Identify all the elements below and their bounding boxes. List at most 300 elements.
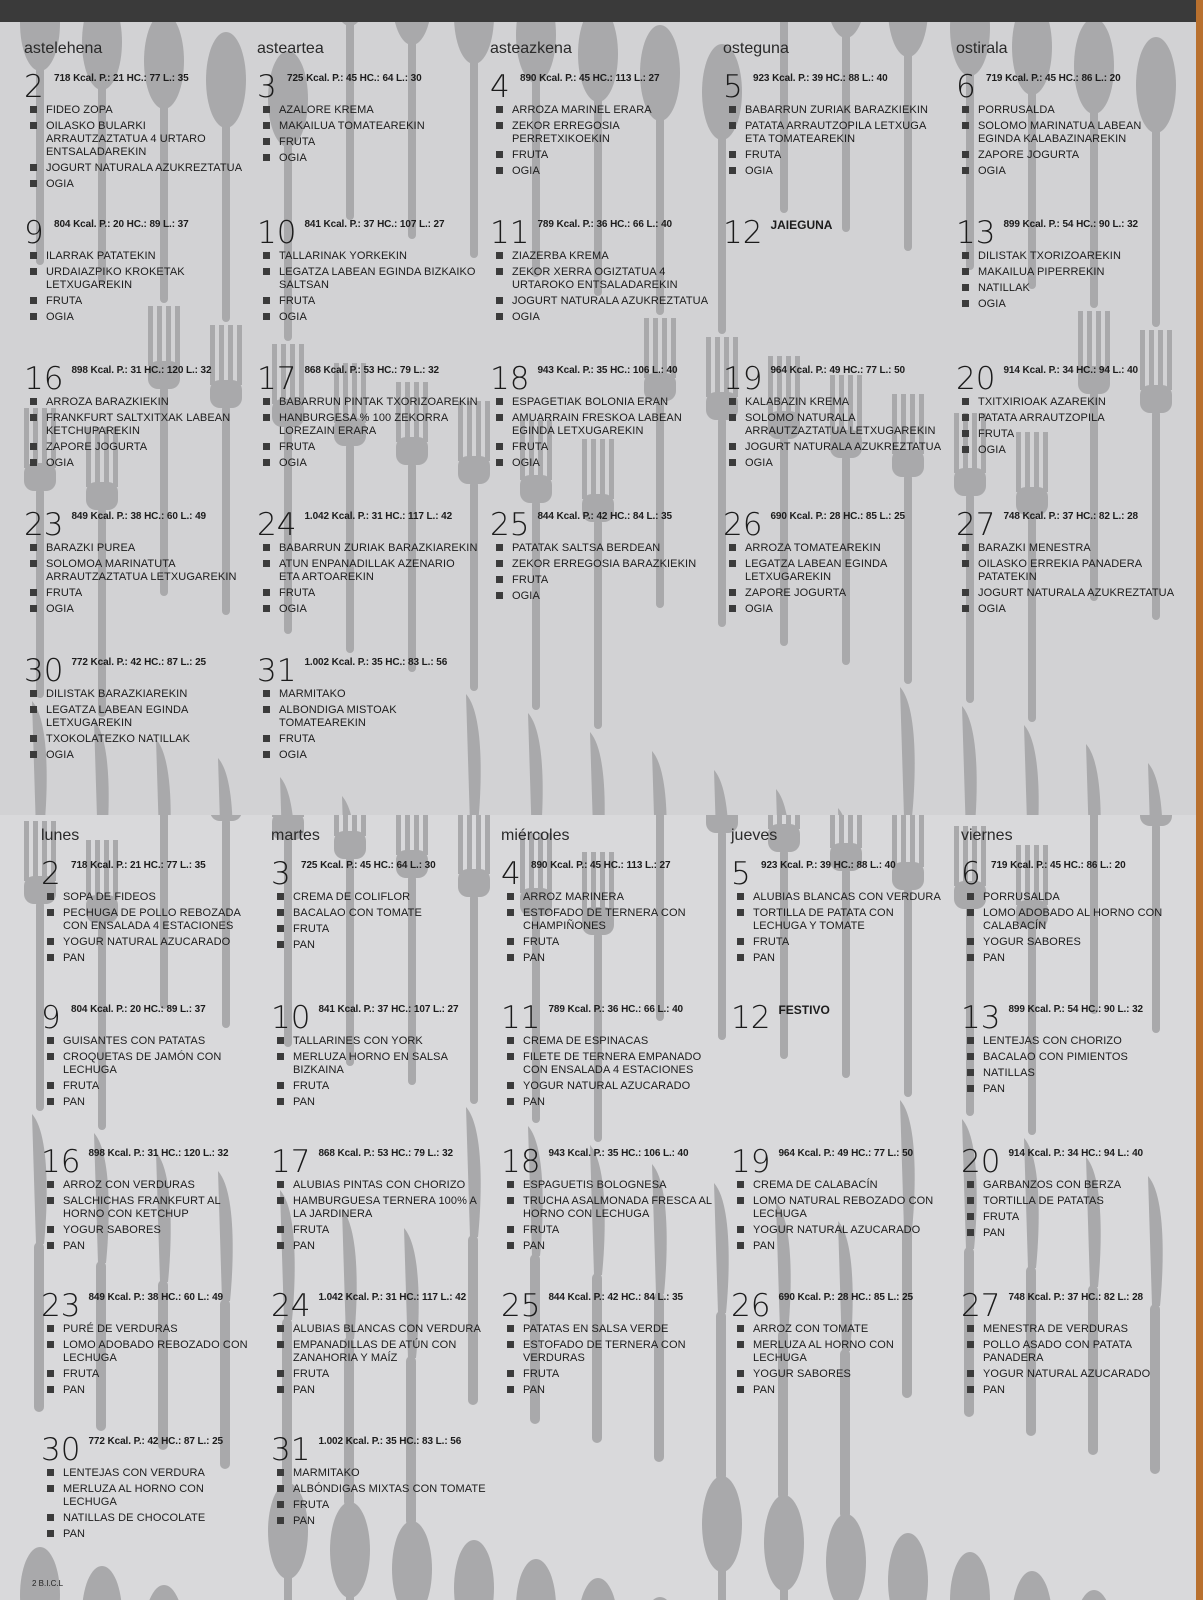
dish-list xyxy=(271,1467,489,1528)
day-cell xyxy=(484,498,717,644)
dish-item: FRUTA xyxy=(961,1211,1179,1224)
dish-item: NATILLAS DE CHOCOLATE xyxy=(41,1512,259,1525)
nutrition-info: 718 Kcal. P.: 21 HC.: 77 L.: 35 xyxy=(54,73,189,84)
basque-menu-grid xyxy=(18,30,1183,790)
dish-item: OGIA xyxy=(956,444,1177,457)
day-cell xyxy=(265,1423,495,1567)
dish-item: OGIA xyxy=(956,603,1177,616)
dish-item: TXOKOLATEZKO NATILLAK xyxy=(24,733,245,746)
day-header xyxy=(490,358,711,397)
day-header xyxy=(257,212,478,251)
day-number: 12 xyxy=(731,1000,771,1036)
day-header xyxy=(257,650,478,689)
dish-item: BABARRUN ZURIAK BARAZKIEKIN xyxy=(723,104,944,117)
spoon-icon xyxy=(578,1578,618,1600)
day-cell xyxy=(251,352,484,498)
dish-item: PAN xyxy=(501,1384,719,1397)
day-number: 2 xyxy=(24,69,44,105)
weekday-header: astelehena xyxy=(24,40,103,57)
dish-item: PAN xyxy=(41,952,259,965)
day-header xyxy=(961,1285,1179,1324)
day-header xyxy=(731,1141,949,1180)
day-number: 6 xyxy=(961,856,981,892)
day-number: 27 xyxy=(961,1288,1001,1324)
dish-item: ESTOFADO DE TERNERA CON VERDURAS xyxy=(501,1339,719,1365)
nutrition-info: 943 Kcal. P.: 35 HC.: 106 L.: 40 xyxy=(537,365,678,376)
day-cell xyxy=(18,206,251,352)
dish-item: FRANKFURT SALTXITXAK LABEAN KETCHUPAREKIN xyxy=(24,412,245,438)
day-cell xyxy=(265,991,495,1135)
nutrition-info: 844 Kcal. P.: 42 HC.: 84 L.: 35 xyxy=(548,1292,684,1303)
dish-list xyxy=(501,891,719,965)
weekday-header: martes xyxy=(271,827,320,844)
dish-list xyxy=(501,1179,719,1253)
page-footer: 2 B.I.C.L xyxy=(32,1579,64,1588)
dish-item: JOGURT NATURALA AZUKREZTATUA xyxy=(956,587,1177,600)
dish-list xyxy=(961,891,1179,965)
dish-list xyxy=(956,104,1177,178)
day-header xyxy=(723,358,944,397)
dish-item: OGIA xyxy=(257,603,478,616)
nutrition-info: 748 Kcal. P.: 37 HC.: 82 L.: 28 xyxy=(1008,1292,1144,1303)
day-header xyxy=(257,66,478,105)
nutrition-info: 1.002 Kcal. P.: 35 HC.: 83 L.: 56 xyxy=(304,657,448,668)
dish-item: PAN xyxy=(961,1083,1179,1096)
spoon-icon xyxy=(1074,1590,1114,1600)
day-header xyxy=(501,997,719,1036)
day-number: 31 xyxy=(271,1432,311,1468)
dish-list xyxy=(257,542,478,616)
day-cell xyxy=(725,847,955,991)
nutrition-info: 690 Kcal. P.: 28 HC.: 85 L.: 25 xyxy=(770,511,906,522)
dish-item: ZAPORE JOGURTA xyxy=(24,441,245,454)
dish-item: SOLOMOA MARINATUTA ARRAUTZAZTATUA LETXUGAREKIN xyxy=(24,558,245,584)
dish-list xyxy=(41,891,259,965)
dish-list xyxy=(41,1035,259,1109)
dish-item: ZEKOR ERREGOSIA PERRETXIKOEKIN xyxy=(490,120,711,146)
dish-list xyxy=(490,250,711,324)
day-cell xyxy=(725,991,955,1135)
dish-list xyxy=(41,1323,259,1397)
nutrition-info: 964 Kcal. P.: 49 HC.: 77 L.: 50 xyxy=(778,1148,914,1159)
weekday-header: jueves xyxy=(731,827,778,844)
dish-list xyxy=(961,1035,1179,1096)
dish-item: PAN xyxy=(41,1384,259,1397)
dish-item: PAN xyxy=(41,1096,259,1109)
dish-item: YOGUR NATURAL AZUCARADO xyxy=(731,1224,949,1237)
day-header xyxy=(961,997,1179,1036)
day-number: 10 xyxy=(271,1000,311,1036)
nutrition-info: 719 Kcal. P.: 45 HC.: 86 L.: 20 xyxy=(986,73,1121,84)
dish-item: PAN xyxy=(501,952,719,965)
dish-item: YOGUR SABORES xyxy=(961,936,1179,949)
dish-list xyxy=(961,1323,1179,1397)
day-number: 10 xyxy=(257,215,297,251)
dish-item: CROQUETAS DE JAMÓN CON LECHUGA xyxy=(41,1051,259,1077)
day-cell xyxy=(955,847,1185,991)
nutrition-info: 1.042 Kcal. P.: 31 HC.: 117 L.: 42 xyxy=(318,1292,467,1303)
day-header xyxy=(723,66,944,105)
day-number: 19 xyxy=(723,361,763,397)
dish-item: LOMO ADOBADO AL HORNO CON CALABACÍN xyxy=(961,907,1179,933)
dish-item: FRUTA xyxy=(257,441,478,454)
dish-item: PAN xyxy=(501,1240,719,1253)
dish-item: YOGUR NATURAL AZUCARADO xyxy=(501,1080,719,1093)
dish-list xyxy=(257,688,478,762)
dish-item: FRUTA xyxy=(41,1368,259,1381)
day-cell xyxy=(251,206,484,352)
dish-list xyxy=(41,1467,259,1541)
nutrition-info: 841 Kcal. P.: 37 HC.: 107 L.: 27 xyxy=(304,219,445,230)
dish-item: FRUTA xyxy=(501,1368,719,1381)
dish-item: PAN xyxy=(271,1515,489,1528)
dish-list xyxy=(24,688,245,762)
day-cell xyxy=(265,1279,495,1423)
weekday-header: ostirala xyxy=(956,40,1008,57)
dish-item: PAN xyxy=(41,1240,259,1253)
dish-list xyxy=(24,250,245,324)
day-header xyxy=(501,853,719,892)
dish-item: FRUTA xyxy=(257,295,478,308)
day-header xyxy=(956,358,1177,397)
day-number: 16 xyxy=(41,1144,81,1180)
spoon-icon xyxy=(82,1566,122,1600)
day-number: 16 xyxy=(24,361,64,397)
dish-item: FRUTA xyxy=(501,936,719,949)
dish-item: OGIA xyxy=(257,311,478,324)
dish-item: CREMA DE COLIFLOR xyxy=(271,891,489,904)
day-cell xyxy=(265,1135,495,1279)
day-number: 2 xyxy=(41,856,61,892)
dish-item: BARAZKI PUREA xyxy=(24,542,245,555)
day-number: 17 xyxy=(257,361,297,397)
dish-item: OGIA xyxy=(956,165,1177,178)
dish-item: ZAPORE JOGURTA xyxy=(723,587,944,600)
nutrition-info: 1.042 Kcal. P.: 31 HC.: 117 L.: 42 xyxy=(304,511,453,522)
dish-item: OGIA xyxy=(24,603,245,616)
dish-item: FRUTA xyxy=(257,136,478,149)
day-header xyxy=(723,212,944,251)
day-number: 13 xyxy=(961,1000,1001,1036)
day-cell xyxy=(484,352,717,498)
dish-item: OGIA xyxy=(490,165,711,178)
day-number: 30 xyxy=(24,653,64,689)
dish-item: BABARRUN PINTAK TXORIZOAREKIN xyxy=(257,396,478,409)
day-cell xyxy=(35,847,265,991)
nutrition-info: 748 Kcal. P.: 37 HC.: 82 L.: 28 xyxy=(1003,511,1139,522)
day-number: 12 xyxy=(723,215,763,251)
dish-item: PECHUGA DE POLLO REBOZADA CON ENSALADA 4 ESTACIONES xyxy=(41,907,259,933)
day-header xyxy=(961,1141,1179,1180)
dish-item: NATILLAK xyxy=(956,282,1177,295)
dish-item: MERLUZA HORNO EN SALSA BIZKAINA xyxy=(271,1051,489,1077)
dish-item: TORTILLA DE PATATA CON LECHUGA Y TOMATE xyxy=(731,907,949,933)
dish-item: ARROZA TOMATEAREKIN xyxy=(723,542,944,555)
dish-item: GUISANTES CON PATATAS xyxy=(41,1035,259,1048)
day-cell xyxy=(18,644,251,790)
nutrition-info: 804 Kcal. P.: 20 HC.: 89 L.: 37 xyxy=(54,219,189,230)
dish-list xyxy=(257,250,478,324)
dish-item: PAN xyxy=(501,1096,719,1109)
dish-item: MERLUZA AL HORNO CON LECHUGA xyxy=(41,1483,259,1509)
dish-item: URDAIAZPIKO KROKETAK LETXUGAREKIN xyxy=(24,266,245,292)
weekday-header: viernes xyxy=(961,827,1013,844)
empty-cell xyxy=(950,644,1183,790)
dish-item: AMUARRAIN FRESKOA LABEAN EGINDA LETXUGAREKIN xyxy=(490,412,711,438)
day-number: 5 xyxy=(731,856,751,892)
dish-item: KALABAZIN KREMA xyxy=(723,396,944,409)
day-number: 24 xyxy=(257,507,297,543)
day-header xyxy=(24,650,245,689)
day-header xyxy=(271,853,489,892)
dish-item: PAN xyxy=(271,939,489,952)
nutrition-info: 772 Kcal. P.: 42 HC.: 87 L.: 25 xyxy=(71,657,207,668)
dish-list xyxy=(271,1179,489,1253)
dish-item: DILISTAK TXORIZOAREKIN xyxy=(956,250,1177,263)
day-header xyxy=(501,1285,719,1324)
dish-list xyxy=(723,396,944,470)
day-cell xyxy=(950,352,1183,498)
nutrition-info: 943 Kcal. P.: 35 HC.: 106 L.: 40 xyxy=(548,1148,689,1159)
dish-item: LOMO ADOBADO REBOZADO CON LECHUGA xyxy=(41,1339,259,1365)
dish-item: PAN xyxy=(271,1384,489,1397)
nutrition-info: 789 Kcal. P.: 36 HC.: 66 L.: 40 xyxy=(548,1004,684,1015)
dish-item: BACALAO CON TOMATE xyxy=(271,907,489,920)
day-number: 4 xyxy=(501,856,521,892)
dish-item: JOGURT NATURALA AZUKREZTATUA xyxy=(490,295,711,308)
empty-cell xyxy=(717,644,950,790)
dish-list xyxy=(956,396,1177,457)
empty-cell xyxy=(495,1423,725,1567)
dish-item: FRUTA xyxy=(271,1368,489,1381)
day-number: 23 xyxy=(41,1288,81,1324)
day-number: 17 xyxy=(271,1144,311,1180)
dish-item: BARAZKI MENESTRA xyxy=(956,542,1177,555)
day-cell xyxy=(495,847,725,991)
dish-item: PURÉ DE VERDURAS xyxy=(41,1323,259,1336)
nutrition-info: 899 Kcal. P.: 54 HC.: 90 L.: 32 xyxy=(1008,1004,1144,1015)
dish-item: LENTEJAS CON VERDURA xyxy=(41,1467,259,1480)
dish-item: PATATA ARRAUTZOPILA xyxy=(956,412,1177,425)
dish-item: TALLARINES CON YORK xyxy=(271,1035,489,1048)
dish-item: BABARRUN ZURIAK BARAZKIAREKIN xyxy=(257,542,478,555)
dish-item: EMPANADILLAS DE ATÚN CON ZANAHORIA Y MAÍZ xyxy=(271,1339,489,1365)
dish-item: OGIA xyxy=(24,457,245,470)
day-number: 13 xyxy=(956,215,996,251)
day-header xyxy=(956,212,1177,251)
dish-item: FILETE DE TERNERA EMPANADO CON ENSALADA 4 ESTACIONES xyxy=(501,1051,719,1077)
dish-item: POLLO ASADO CON PATATA PANADERA xyxy=(961,1339,1179,1365)
weekday-header: asteazkena xyxy=(490,40,572,57)
dish-item: LENTEJAS CON CHORIZO xyxy=(961,1035,1179,1048)
day-cell xyxy=(251,498,484,644)
dish-item: JOGURT NATURALA AZUKREZTATUA xyxy=(723,441,944,454)
day-number: 19 xyxy=(731,1144,771,1180)
dish-item: PAN xyxy=(961,1227,1179,1240)
dish-item: FRUTA xyxy=(731,936,949,949)
dish-item: ARROZ CON TOMATE xyxy=(731,1323,949,1336)
nutrition-info: 844 Kcal. P.: 42 HC.: 84 L.: 35 xyxy=(537,511,673,522)
dish-item: MARMITAKO xyxy=(271,1467,489,1480)
dish-item: FRUTA xyxy=(271,1499,489,1512)
day-cell xyxy=(18,352,251,498)
day-header xyxy=(490,504,711,543)
dish-item: HANBURGESA % 100 ZEKORRA LOREZAIN ERARA xyxy=(257,412,478,438)
dish-list xyxy=(956,250,1177,311)
dish-item: ARROZA MARINEL ERARA xyxy=(490,104,711,117)
dish-item: ZEKOR XERRA OGIZTATUA 4 URTAROKO ENTSALADAREKIN xyxy=(490,266,711,292)
day-header xyxy=(41,1429,259,1468)
day-header xyxy=(41,1141,259,1180)
weekday-header: osteguna xyxy=(723,40,789,57)
day-cell xyxy=(35,1423,265,1567)
nutrition-info: 914 Kcal. P.: 34 HC.: 94 L.: 40 xyxy=(1003,365,1139,376)
dish-list xyxy=(501,1323,719,1397)
dish-item: PAN xyxy=(271,1240,489,1253)
nutrition-info: 923 Kcal. P.: 39 HC.: 88 L.: 40 xyxy=(753,73,888,84)
dish-list xyxy=(271,891,489,952)
dish-item: GARBANZOS CON BERZA xyxy=(961,1179,1179,1192)
day-number: 24 xyxy=(271,1288,311,1324)
nutrition-info: 914 Kcal. P.: 34 HC.: 94 L.: 40 xyxy=(1008,1148,1144,1159)
dish-item: FRUTA xyxy=(24,587,245,600)
dish-item: FRUTA xyxy=(271,1224,489,1237)
dish-item: NATILLAS xyxy=(961,1067,1179,1080)
dish-list xyxy=(501,1035,719,1109)
empty-cell xyxy=(484,644,717,790)
dish-item: CREMA DE CALABACÍN xyxy=(731,1179,949,1192)
nutrition-info: 841 Kcal. P.: 37 HC.: 107 L.: 27 xyxy=(318,1004,459,1015)
nutrition-info: 849 Kcal. P.: 38 HC.: 60 L.: 49 xyxy=(88,1292,224,1303)
dish-item: LEGATZA LABEAN EGINDA LETXUGAREKIN xyxy=(723,558,944,584)
day-header xyxy=(24,358,245,397)
day-number: 11 xyxy=(490,215,530,251)
day-number: 23 xyxy=(24,507,64,543)
day-cell xyxy=(265,847,495,991)
dish-item: FRUTA xyxy=(24,295,245,308)
weekday-header: lunes xyxy=(41,827,80,844)
nutrition-info: 719 Kcal. P.: 45 HC.: 86 L.: 20 xyxy=(991,860,1126,871)
dish-item: LEGATZA LABEAN EGINDA BIZKAIKO SALTSAN xyxy=(257,266,478,292)
nutrition-info: 849 Kcal. P.: 38 HC.: 60 L.: 49 xyxy=(71,511,207,522)
dish-item: OGIA xyxy=(723,603,944,616)
dish-item: BACALAO CON PIMIENTOS xyxy=(961,1051,1179,1064)
dish-item: MARMITAKO xyxy=(257,688,478,701)
dish-item: YOGUR NATURAL AZUCARADO xyxy=(41,936,259,949)
day-cell xyxy=(950,498,1183,644)
day-header xyxy=(41,1285,259,1324)
day-number: 4 xyxy=(490,69,510,105)
day-number: 6 xyxy=(956,69,976,105)
dish-item: ARROZA BARAZKIEKIN xyxy=(24,396,245,409)
nutrition-info: 964 Kcal. P.: 49 HC.: 77 L.: 50 xyxy=(770,365,906,376)
day-number: 9 xyxy=(24,215,44,251)
day-header xyxy=(41,853,259,892)
day-header xyxy=(490,212,711,251)
dish-item: FRUTA xyxy=(490,441,711,454)
day-header xyxy=(271,1141,489,1180)
dish-item: TALLARINAK YORKEKIN xyxy=(257,250,478,263)
nutrition-info: 868 Kcal. P.: 53 HC.: 79 L.: 32 xyxy=(304,365,440,376)
dish-item: MERLUZA AL HORNO CON LECHUGA xyxy=(731,1339,949,1365)
day-number: 26 xyxy=(731,1288,771,1324)
dish-item: OGIA xyxy=(723,165,944,178)
dish-item: FIDEO ZOPA xyxy=(24,104,245,117)
dish-item: OGIA xyxy=(257,749,478,762)
dish-item: ALBÓNDIGAS MIXTAS CON TOMATE xyxy=(271,1483,489,1496)
dish-list xyxy=(257,396,478,470)
day-header xyxy=(24,66,245,105)
dish-item: FRUTA xyxy=(257,733,478,746)
day-header xyxy=(956,66,1177,105)
day-cell xyxy=(251,644,484,790)
day-number: 26 xyxy=(723,507,763,543)
dish-list xyxy=(271,1323,489,1397)
holiday-label: JAIEGUNA xyxy=(770,218,833,232)
day-header xyxy=(257,504,478,543)
dish-item: PATATA ARRAUTZOPILA LETXUGA ETA TOMATEAREKIN xyxy=(723,120,944,146)
dish-item: PATATAS EN SALSA VERDE xyxy=(501,1323,719,1336)
dish-item: JOGURT NATURALA AZUKREZTATUA xyxy=(24,162,245,175)
dish-item: FRUTA xyxy=(723,149,944,162)
dish-item: ALUBIAS PINTAS CON CHORIZO xyxy=(271,1179,489,1192)
nutrition-info: 890 Kcal. P.: 45 HC.: 113 L.: 27 xyxy=(531,860,671,871)
dish-item: OGIA xyxy=(723,457,944,470)
dish-item: MAKAILUA TOMATEAREKIN xyxy=(257,120,478,133)
dish-item: ILARRAK PATATEKIN xyxy=(24,250,245,263)
day-cell xyxy=(18,60,251,206)
day-cell xyxy=(484,60,717,206)
day-cell xyxy=(950,206,1183,352)
dish-list xyxy=(41,1179,259,1253)
knife-icon xyxy=(776,789,791,815)
basque-menu xyxy=(0,22,1196,815)
day-number: 9 xyxy=(41,1000,61,1036)
dish-item: PAN xyxy=(731,1384,949,1397)
day-header xyxy=(490,66,711,105)
nutrition-info: 789 Kcal. P.: 36 HC.: 66 L.: 40 xyxy=(537,219,673,230)
day-header xyxy=(24,504,245,543)
holiday-label: FESTIVO xyxy=(778,1003,830,1017)
dish-item: FRUTA xyxy=(490,149,711,162)
dish-item: PAN xyxy=(961,1384,1179,1397)
dish-item: AZALORE KREMA xyxy=(257,104,478,117)
day-cell xyxy=(35,991,265,1135)
dish-list xyxy=(271,1035,489,1109)
weekday-header: miércoles xyxy=(501,827,570,844)
spoon-icon xyxy=(1012,1571,1052,1600)
dish-item: PAN xyxy=(41,1528,259,1541)
dish-item: ARROZ MARINERA xyxy=(501,891,719,904)
empty-cell xyxy=(725,1423,955,1567)
nutrition-info: 868 Kcal. P.: 53 HC.: 79 L.: 32 xyxy=(318,1148,454,1159)
dish-item: OGIA xyxy=(490,457,711,470)
dish-item: FRUTA xyxy=(271,923,489,936)
dish-item: YOGUR SABORES xyxy=(731,1368,949,1381)
day-number: 25 xyxy=(490,507,530,543)
day-cell xyxy=(18,498,251,644)
dish-item: ESPAGUETIS BOLOGNESA xyxy=(501,1179,719,1192)
day-cell xyxy=(717,352,950,498)
day-header xyxy=(731,853,949,892)
dish-item: TRUCHA ASALMONADA FRESCA AL HORNO CON LECHUGA xyxy=(501,1195,719,1221)
dish-item: PAN xyxy=(271,1096,489,1109)
dish-item: MENESTRA DE VERDURAS xyxy=(961,1323,1179,1336)
nutrition-info: 1.002 Kcal. P.: 35 HC.: 83 L.: 56 xyxy=(318,1436,462,1447)
dish-item: ALUBIAS BLANCAS CON VERDURA xyxy=(271,1323,489,1336)
dish-item: OILASKO ERREKIA PANADERA PATATEKIN xyxy=(956,558,1177,584)
day-cell xyxy=(717,206,950,352)
